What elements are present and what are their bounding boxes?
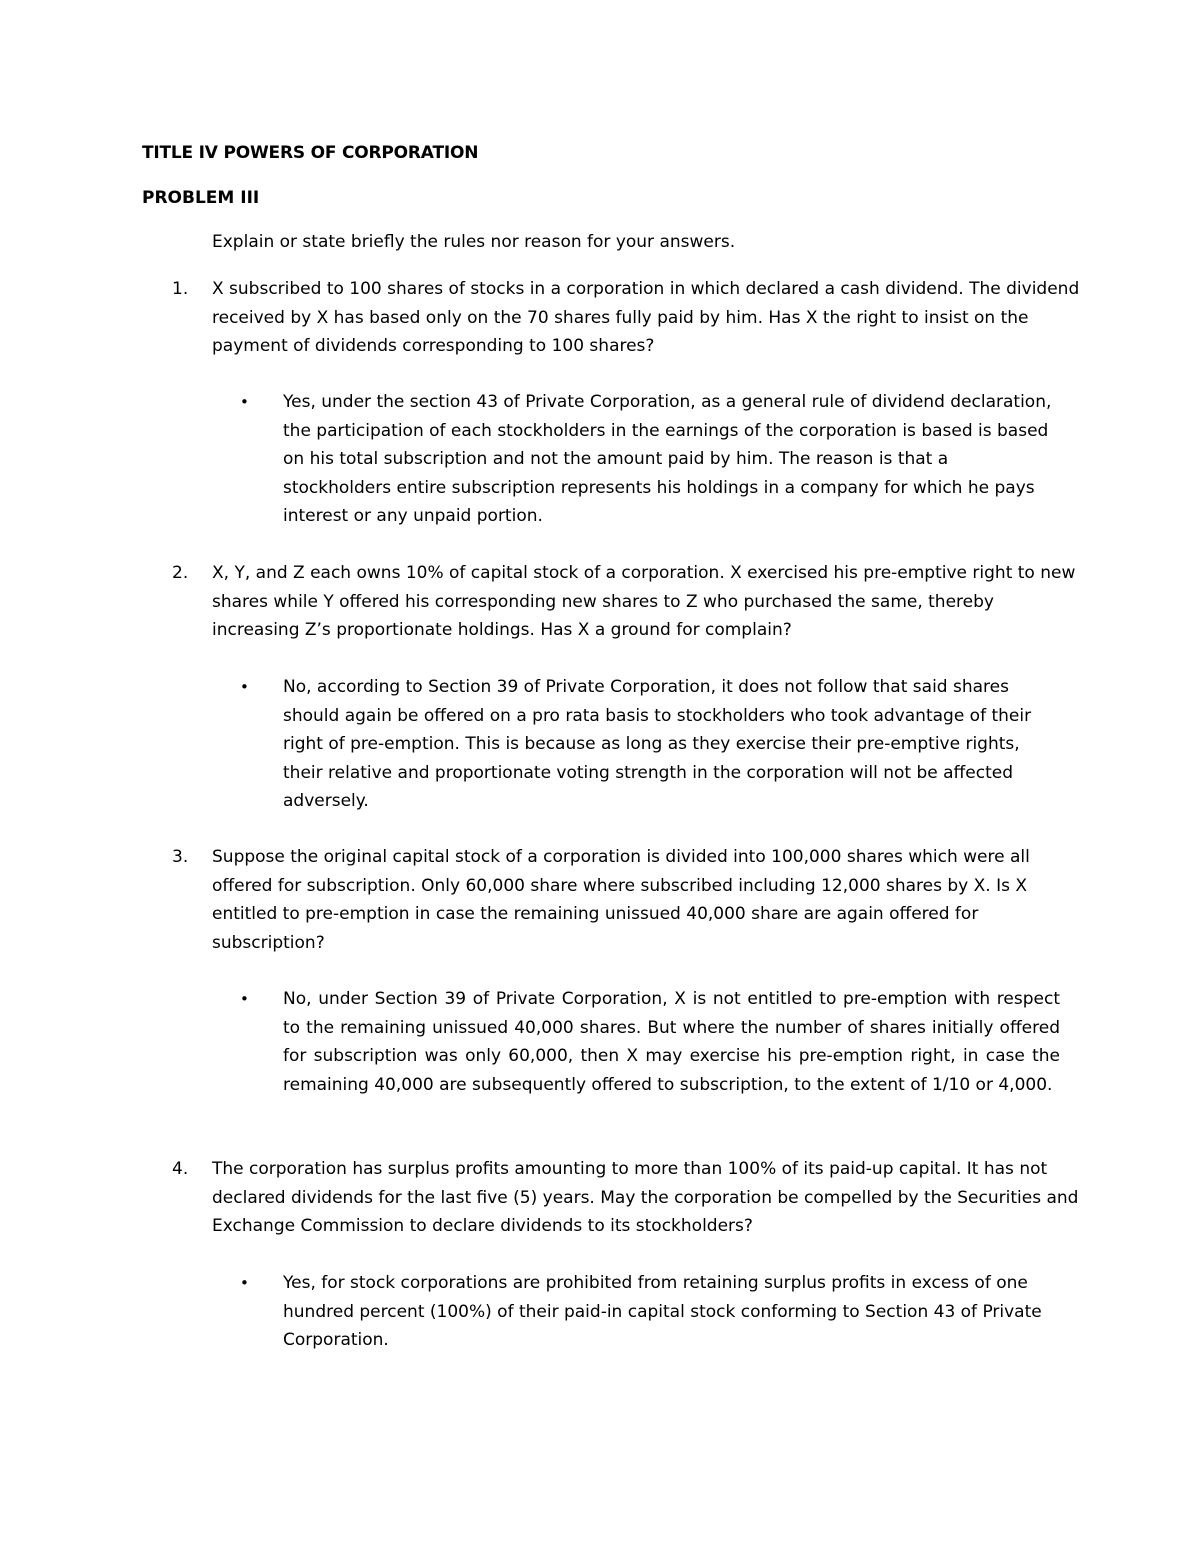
question-number: 3. bbox=[172, 847, 189, 867]
answer-text: Yes, for stock corporations are prohibited from retaining surplus profits in excess of one hundred percent (100%) of their paid-in capital stock conforming to Section 43 of Private Corporation. bbox=[283, 1273, 1042, 1350]
question-number: 4. bbox=[172, 1159, 189, 1179]
bullet-icon: • bbox=[240, 1274, 249, 1292]
question-1 bbox=[142, 275, 1082, 361]
problem-heading: PROBLEM III bbox=[142, 188, 260, 208]
question-number: 2. bbox=[172, 563, 189, 583]
answer-text: No, according to Section 39 of Private Corporation, it does not follow that said shares should again be offered on a pro rata basis to stockholders who took advantage of their right of pre-emption. This is because as long as they exercise their pre-emptive rights, their relative and proportionate voting strength in the corporation will not be affected adversely. bbox=[283, 677, 1032, 811]
document-title: TITLE IV POWERS OF CORPORATION bbox=[142, 143, 479, 163]
question-3 bbox=[142, 843, 1082, 957]
question-4 bbox=[142, 1155, 1082, 1241]
answer-3 bbox=[240, 985, 1060, 1099]
question-2 bbox=[142, 559, 1082, 645]
instruction-text: Explain or state briefly the rules nor reason for your answers. bbox=[212, 232, 736, 252]
bullet-icon: • bbox=[240, 990, 249, 1008]
answer-4 bbox=[240, 1269, 1060, 1355]
bullet-icon: • bbox=[240, 678, 249, 696]
answer-1 bbox=[240, 388, 1060, 531]
answer-text: Yes, under the section 43 of Private Corporation, as a general rule of dividend declaration, the participation of each stockholders in the earnings of the corporation is based is based on his total subscription and not the amount paid by him. The reason is that a stockholders entire subscription represents his holdings in a company for which he pays interest or any unpaid portion. bbox=[283, 392, 1052, 526]
question-number: 1. bbox=[172, 279, 189, 299]
question-text: X, Y, and Z each owns 10% of capital stock of a corporation. X exercised his pre-emptive right to new shares while Y offered his corresponding new shares to Z who purchased the same, thereby increasing Z’s proportionate holdings. Has X a ground for complain? bbox=[212, 563, 1076, 640]
question-text: The corporation has surplus profits amounting to more than 100% of its paid-up capital. It has not declared dividends for the last five (5) years. May the corporation be compelled by the Securities and Exchange Commission to declare dividends to its stockholders? bbox=[212, 1159, 1079, 1236]
answer-2 bbox=[240, 673, 1060, 816]
question-text: Suppose the original capital stock of a corporation is divided into 100,000 shares which were all offered for subscription. Only 60,000 share where subscribed including 12,000 shares by X. Is X entitled to pre-emption in case the remaining unissued 40,000 share are again offered for subscription? bbox=[212, 847, 1030, 953]
question-text: X subscribed to 100 shares of stocks in a corporation in which declared a cash dividend. The dividend received by X has based only on the 70 shares fully paid by him. Has X the right to insist on the payment of dividends corresponding to 100 shares? bbox=[212, 279, 1080, 356]
bullet-icon: • bbox=[240, 393, 249, 411]
answer-text: No, under Section 39 of Private Corporation, X is not entitled to pre-emption with respect to the remaining unissued 40,000 shares. But where the number of shares initially offered for subscription was only 60,000, then X may exercise his pre-emption right, in case the remaining 40,000 are subsequently offered to subscription, to the extent of 1/10 or 4,000. bbox=[283, 989, 1060, 1095]
